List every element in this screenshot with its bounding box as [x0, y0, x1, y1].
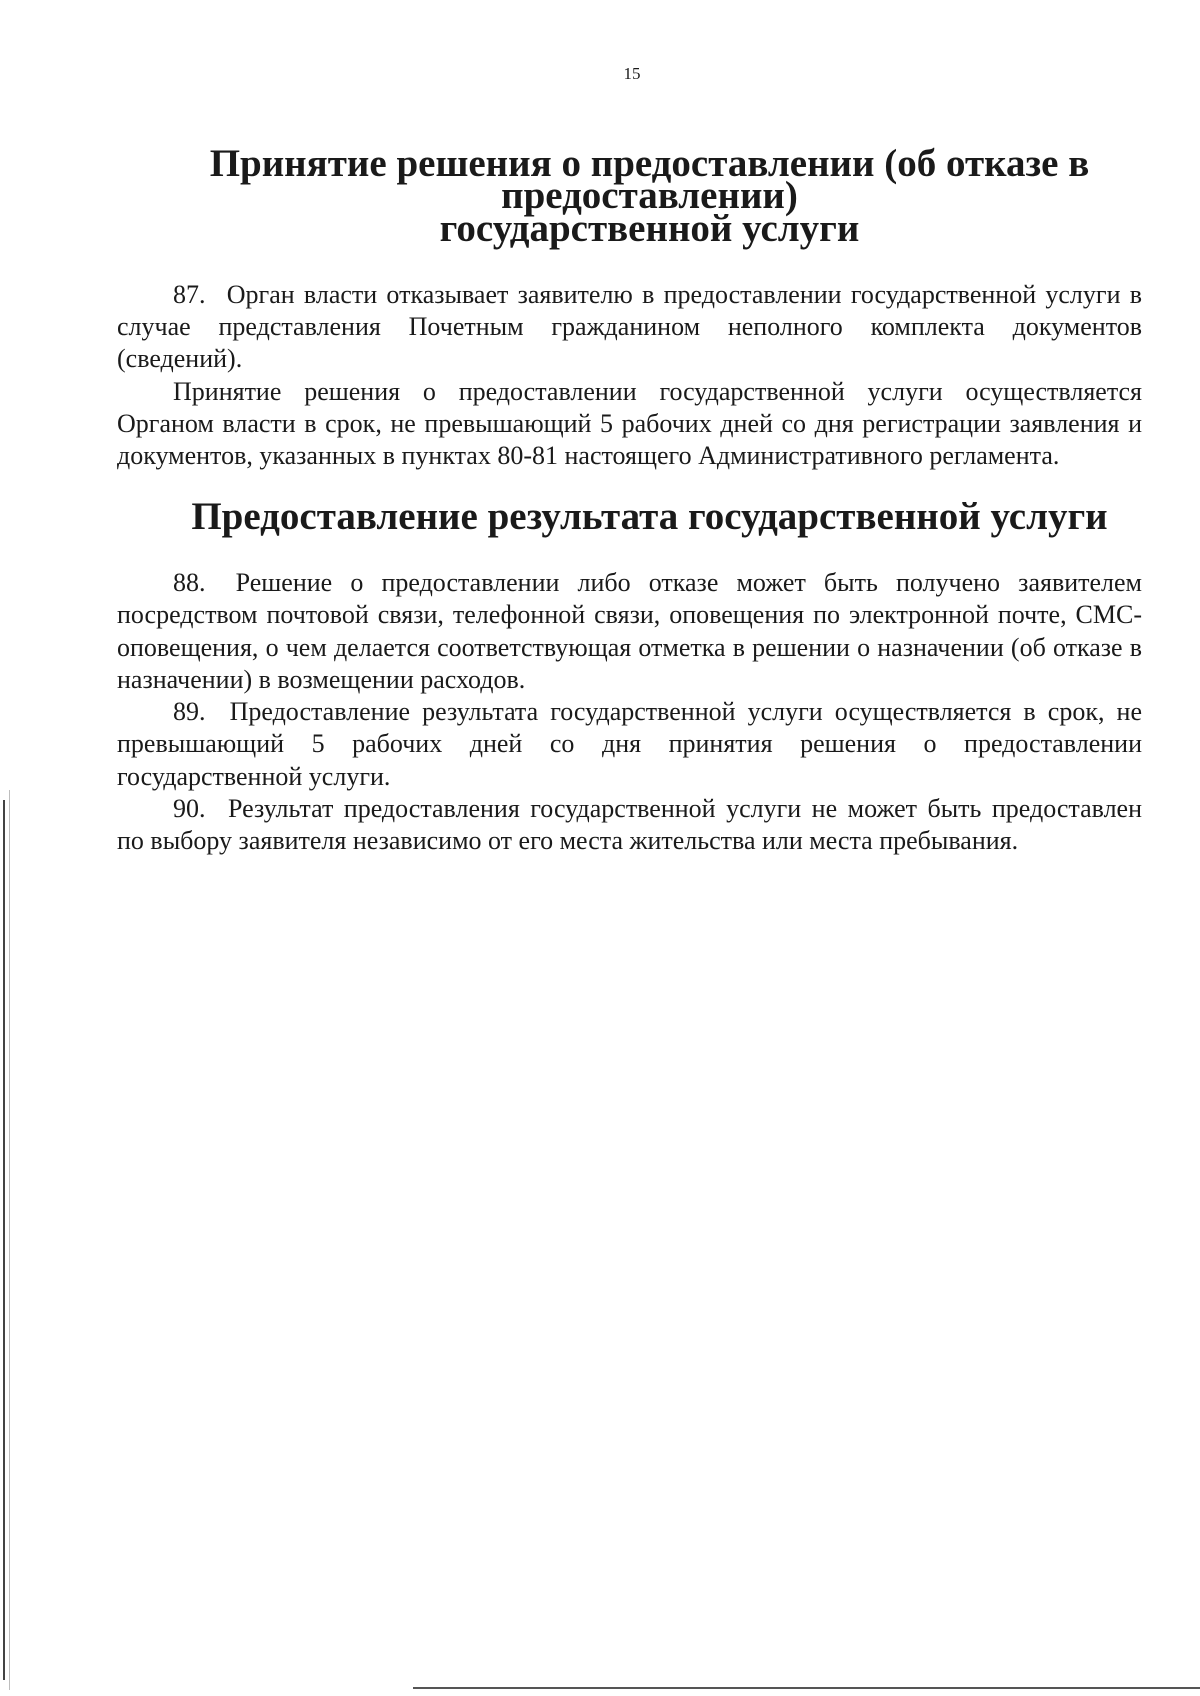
- scan-bottom-line: [413, 1687, 1200, 1689]
- paragraph-number: 90.: [173, 794, 206, 824]
- paragraph-text: Принятие решения о предоставлении государственной услуги осуществляется Органом власти в срок, не превышающий 5 рабочих дней со дня регистрации заявления и документов, указанных в пунктах 80-81 настоящего Административного регламента.: [117, 376, 1142, 471]
- heading-line: государственной услуги: [439, 206, 860, 250]
- paragraph-number: 87.: [173, 279, 206, 309]
- section-heading-decision: [117, 142, 1142, 250]
- heading-line: Принятие решения о предоставлении (об отказе в предоставлении): [209, 142, 1090, 218]
- paragraph-text: Орган власти отказывает заявителю в предоставлении государственной услуги в случае представления Почетным гражданином неполного комплекта документов (сведений).: [117, 279, 1143, 374]
- paragraph-87-continued: [117, 376, 1142, 473]
- heading-line: Предоставление результата государственной услуги: [191, 494, 1108, 538]
- paragraph-text: Результат предоставления государственной услуги не может быть предоставлен по выбору заявителя независимо от его места жительства или места пребывания.: [117, 794, 1142, 856]
- scan-edge-line: [3, 800, 5, 1680]
- section-heading-result: [117, 494, 1142, 538]
- scan-edge-line-faint: [9, 790, 10, 1690]
- paragraph-90: [117, 793, 1142, 858]
- paragraph-87: [117, 279, 1142, 376]
- paragraph-89: [117, 696, 1142, 793]
- paragraph-text: Решение о предоставлении либо отказе может быть получено заявителем посредством почтовой связи, телефонной связи, оповещения по электронной почте, СМС-оповещения, о чем делается соответствующая отметка в решении о назначении (об отказе в назначении) в возмещении расходов.: [117, 567, 1142, 694]
- paragraph-88: [117, 567, 1142, 696]
- paragraph-number: 89.: [173, 697, 206, 727]
- paragraph-number: 88.: [173, 567, 206, 597]
- page-number: 15: [623, 64, 641, 83]
- document-body: [117, 142, 1143, 858]
- paragraph-text: Предоставление результата государственной услуги осуществляется в срок, не превышающий 5 рабочих дней со дня принятия решения о предоставлении государственной услуги.: [117, 697, 1143, 791]
